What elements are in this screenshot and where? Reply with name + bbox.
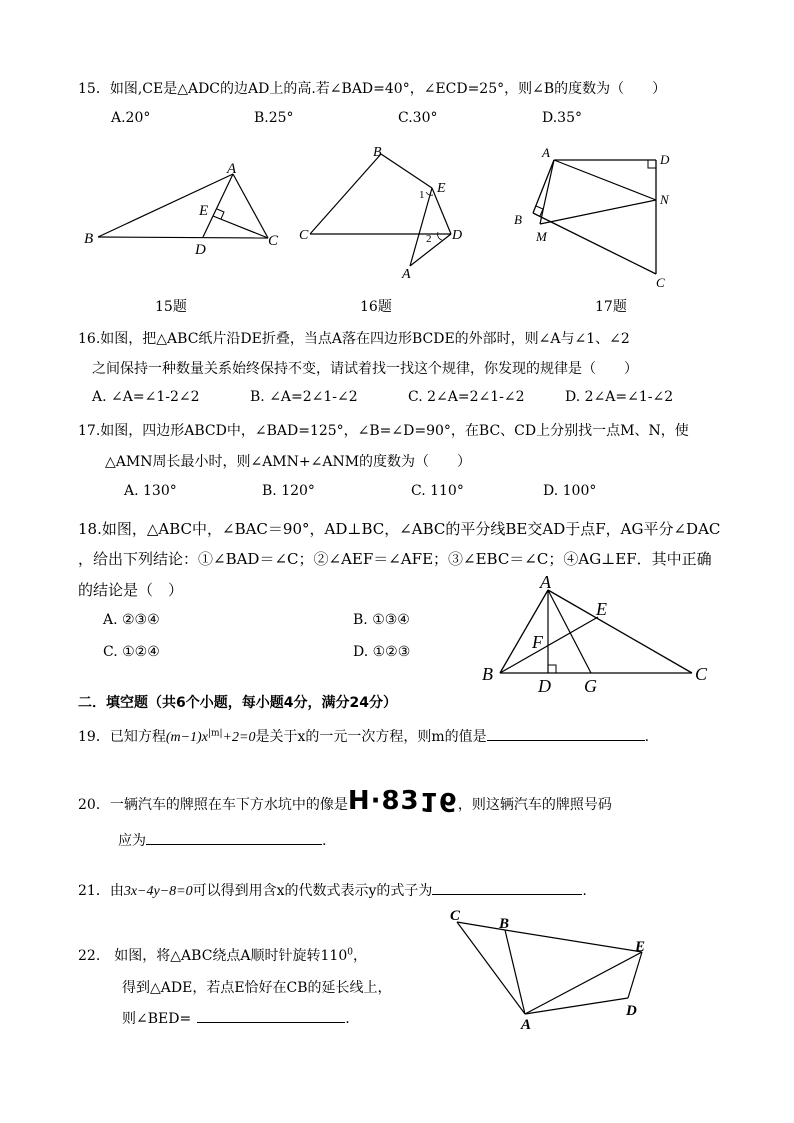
- q21-answer-blank[interactable]: [432, 880, 582, 895]
- q17-line1: 17.如图，四边形ABCD中，∠BAD=125°，∠B=∠D=90°，在BC、CD上分别找一点M、N，使: [78, 423, 689, 439]
- q21: 21．由3x−4y−8=0可以得到用含x的代数式表示y的式子为 .: [78, 880, 587, 900]
- q18-option-b: B. ①③④: [353, 612, 410, 628]
- q20-suffix: ，则这辆汽车的牌照号码: [457, 797, 612, 813]
- license-plate-reflection: H·8316: [347, 786, 458, 816]
- q16-option-a: A. ∠A=∠1-2∠2: [92, 389, 200, 405]
- q15-option-c: C.30°: [398, 110, 438, 126]
- q15-option-d: D.35°: [542, 110, 582, 126]
- figure-18: [478, 570, 718, 695]
- figure-15: [80, 155, 290, 265]
- q20-line2: 应为 .: [118, 830, 326, 850]
- q20: [78, 783, 612, 819]
- q17-option-b: B. 120°: [262, 483, 315, 499]
- q17-option-a: A. 130°: [124, 483, 177, 499]
- q19: 19．已知方程$(m-1)x^{|m|}+2=0$是关于x的一元一次方程，则m的值是 .: [78, 726, 649, 746]
- svg-text:D: D: [538, 676, 551, 695]
- svg-text:A: A: [521, 1017, 532, 1033]
- svg-text:E: E: [635, 939, 646, 955]
- q22-answer-blank[interactable]: [197, 1008, 345, 1023]
- svg-text:E: E: [596, 599, 607, 619]
- svg-text:1: 1: [419, 189, 425, 201]
- q17-line2: △AMN周长最小时，则∠AMN+∠ANM的度数为（ ）: [105, 454, 472, 470]
- q22-line1: 22. 如图，将△ABC绕点A顺时针旋转$110^0$，: [78, 947, 367, 964]
- q19-answer-blank[interactable]: [487, 726, 645, 741]
- svg-text:F: F: [532, 632, 543, 652]
- q19-suffix: 是关于x的一元一次方程，则m的值是: [255, 729, 487, 745]
- q16-option-d: D. 2∠A=∠1-∠2: [565, 389, 674, 405]
- svg-text:C: C: [299, 228, 309, 243]
- q22-line3: 则∠BED= .: [122, 1008, 350, 1028]
- svg-text:A: A: [402, 267, 411, 282]
- q17-option-d: D. 100°: [543, 483, 597, 499]
- figure-16: [295, 142, 475, 282]
- fig15-label-b: B: [84, 231, 94, 247]
- fig17-caption: 17题: [595, 299, 627, 315]
- figure-17: [505, 140, 685, 290]
- q22-line2: 得到△ADE，若点E恰好在CB的延长线上，: [122, 980, 392, 996]
- q15-option-a: A.20°: [111, 110, 151, 126]
- q17-option-c: C. 110°: [411, 483, 464, 499]
- svg-text:C: C: [656, 275, 665, 290]
- fig15-label-c: C: [268, 233, 279, 249]
- svg-text:B: B: [373, 145, 382, 160]
- svg-text:C: C: [450, 908, 461, 924]
- q16-option-c: C. 2∠A=2∠1-∠2: [408, 389, 525, 405]
- q16-option-b: B. ∠A=2∠1-∠2: [250, 389, 358, 405]
- q20-prefix: 20．一辆汽车的牌照在车下方水坑中的像是: [78, 797, 348, 813]
- svg-text:E: E: [437, 181, 446, 196]
- svg-text:C: C: [695, 664, 708, 684]
- q16-line2: 之间保持一种数量关系始终保持不变，请试着找一找这个规律，你发现的规律是（ ）: [92, 361, 638, 377]
- svg-text:B: B: [499, 916, 510, 932]
- fig15-line-ce: [213, 216, 268, 238]
- q18-option-c: C. ①②④: [103, 644, 160, 660]
- svg-text:D: D: [626, 1003, 637, 1019]
- svg-text:N: N: [660, 192, 669, 207]
- svg-text:D: D: [452, 228, 463, 243]
- q18-line2: ，给出下列结论：①∠BAD＝∠C；②∠AEF＝∠AFE；③∠EBC＝∠C；④AG⊥EF．其中正确: [78, 550, 712, 568]
- svg-text:M: M: [536, 229, 547, 244]
- fig15-line-ba: [98, 174, 233, 237]
- svg-text:A: A: [540, 572, 551, 592]
- q18-option-a: A. ②③④: [103, 612, 160, 628]
- q15-stem: 15．如图,CE是△ADC的边AD上的高.若∠BAD=40°，∠ECD=25°，则∠B的度数为（ ）: [78, 81, 667, 97]
- q19-equation: (m−1)x: [165, 730, 208, 745]
- svg-text:A: A: [542, 145, 550, 160]
- q16-line1: 16.如图，把△ABC纸片沿DE折叠，当点A落在四边形BCDE的外部时，则∠A与∠1、∠2: [78, 331, 630, 347]
- fig15-line-ac: [233, 174, 268, 238]
- section2-title: 二．填空题（共6个小题，每小题4分，满分24分）: [78, 695, 397, 711]
- q19-prefix: 19．已知方程: [78, 729, 166, 745]
- fig16-caption: 16题: [360, 299, 392, 315]
- q15-option-b: B.25°: [254, 110, 294, 126]
- q19-equation-tail: +2=0: [222, 730, 256, 745]
- q18-line3: 的结论是（ ）: [78, 581, 184, 599]
- fig15-line-bc: [98, 237, 268, 238]
- q21-equation: 3x−4y−8=0: [123, 884, 193, 899]
- q18-option-d: D. ①②③: [353, 644, 411, 660]
- svg-text:G: G: [584, 676, 597, 695]
- q20-answer-blank[interactable]: [146, 830, 322, 845]
- figure-22: [445, 902, 665, 1037]
- fig15-label-a: A: [227, 161, 237, 177]
- svg-text:2: 2: [426, 233, 432, 245]
- q19-exponent: |m|: [207, 728, 223, 739]
- svg-text:B: B: [482, 664, 493, 684]
- fig15-label-d: D: [195, 242, 206, 258]
- fig15-caption: 15题: [155, 299, 187, 315]
- q18-line1: 18.如图，△ABC中，∠BAC＝90°，AD⊥BC，∠ABC的平分线BE交AD于点F，AG平分∠DAC: [78, 520, 721, 538]
- svg-text:D: D: [660, 152, 670, 167]
- svg-text:B: B: [514, 212, 522, 227]
- fig15-label-e: E: [199, 203, 209, 219]
